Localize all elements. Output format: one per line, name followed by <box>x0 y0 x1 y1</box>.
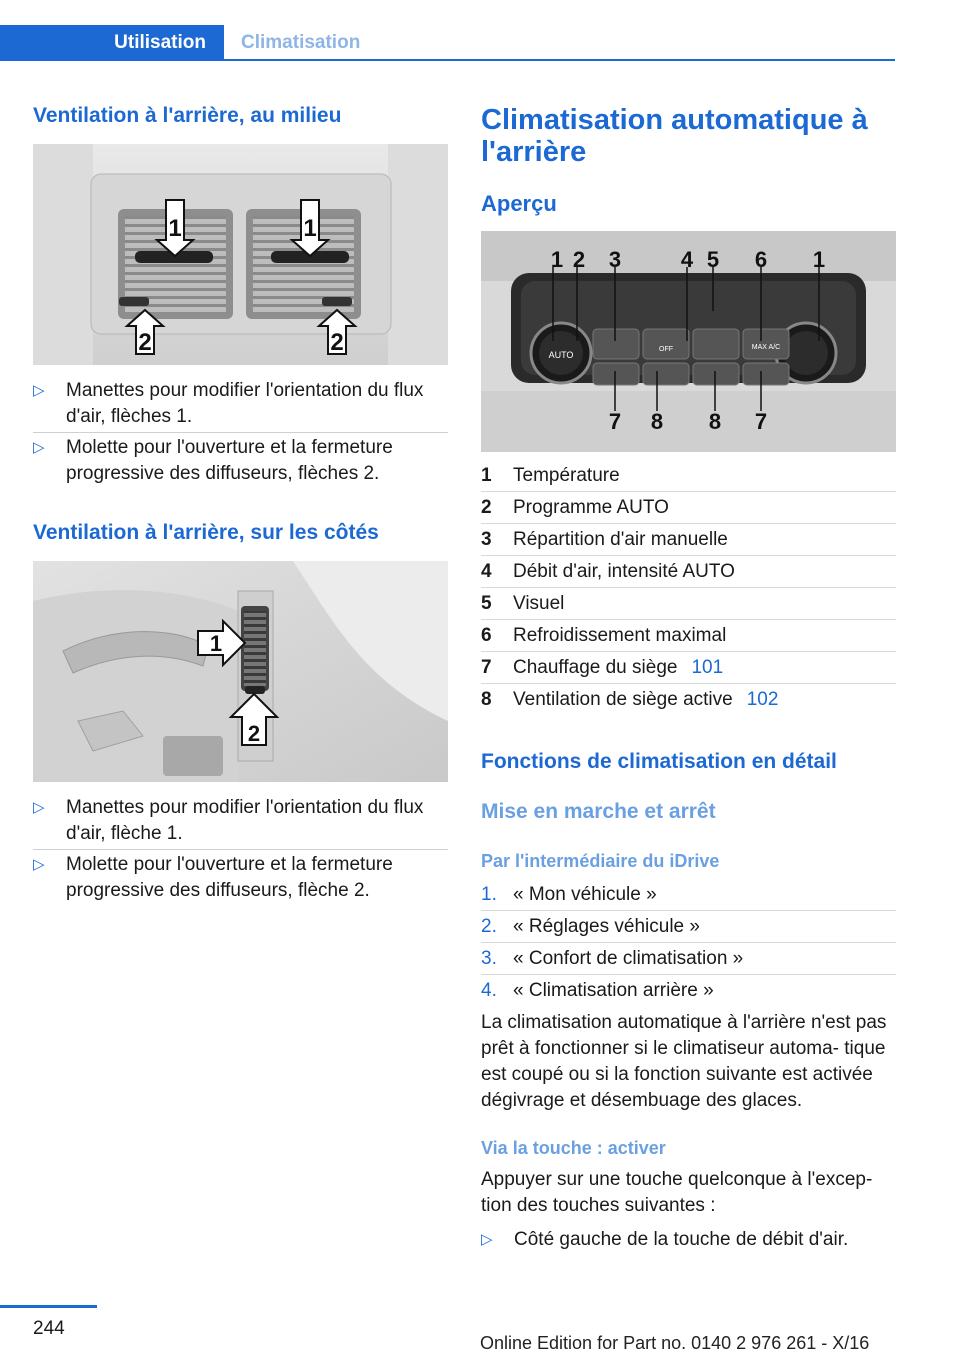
callout-label: 1 <box>303 215 317 242</box>
callout-label: 1 <box>812 247 826 272</box>
callout-label: 3 <box>608 247 622 272</box>
subtitle-overview: Aperçu <box>481 191 557 216</box>
divider <box>481 587 896 588</box>
list-item: ▷ Manettes pour modifier l'orientation du flux d'air, flèches 1. <box>33 380 424 427</box>
divider <box>481 555 896 556</box>
section-title-middle-vents: Ventilation à l'arrière, au milieu <box>33 104 342 127</box>
page-title: Climatisation automatique à l'arrière <box>481 104 868 168</box>
divider <box>481 942 896 943</box>
footer-rule <box>0 1305 97 1308</box>
callout-label: 4 <box>680 247 694 272</box>
divider <box>481 974 896 975</box>
photo-side-vents <box>33 561 448 782</box>
triangle-bullet-icon: ▷ <box>33 382 45 399</box>
callout-label: 2 <box>247 721 261 746</box>
divider <box>481 523 896 524</box>
callout-label: 1 <box>550 247 564 272</box>
tab-climatisation[interactable]: Climatisation <box>241 32 361 53</box>
triangle-bullet-icon: ▷ <box>33 439 45 456</box>
divider <box>481 651 896 652</box>
divider <box>481 683 896 684</box>
paragraph: La climatisation automatique à l'arrière n'est pas prêt à fonctionner si le climatiseur automa- tique est coupé ou si la fonction suivante est activée dégivrage et désembuage des glaces. <box>481 1012 887 1111</box>
callout-label: 2 <box>138 329 152 356</box>
callout-label: 2 <box>572 247 586 272</box>
divider <box>481 619 896 620</box>
photo-rear-climate-panel <box>481 231 896 452</box>
list-item: ▷ Côté gauche de la touche de débit d'air. <box>481 1227 896 1253</box>
callout-label: 7 <box>608 409 622 434</box>
callout-label: 1 <box>209 631 223 656</box>
callout-label: 1 <box>168 215 182 242</box>
paragraph: Appuyer sur une touche quelconque à l'excep- tion des touches suivantes : <box>481 1169 873 1216</box>
header-rule <box>224 59 895 61</box>
photo-middle-vents <box>33 144 448 365</box>
list-item: ▷ Molette pour l'ouverture et la fermeture progressive des diffuseurs, flèche 2. <box>33 854 393 901</box>
panel-button-label: AUTO <box>548 350 574 360</box>
callout-label: 2 <box>330 329 344 356</box>
section-title-via-button: Via la touche : activer <box>481 1138 666 1158</box>
page-reference-link[interactable]: 102 <box>746 689 779 710</box>
callout-label: 5 <box>706 247 720 272</box>
list-item: ▷ Manettes pour modifier l'orientation du flux d'air, flèche 1. <box>33 797 424 844</box>
page-reference-link[interactable]: 101 <box>691 657 724 678</box>
section-title-functions: Fonctions de climatisation en détail <box>481 750 837 773</box>
callout-label: 8 <box>708 409 722 434</box>
callout-label: 7 <box>754 409 768 434</box>
divider <box>33 849 448 850</box>
panel-button-label: OFF <box>659 346 673 353</box>
list-item: ▷ Molette pour l'ouverture et la fermeture progressive des diffuseurs, flèches 2. <box>33 437 393 484</box>
divider <box>33 432 448 433</box>
section-title-idrive: Par l'intermédiaire du iDrive <box>481 851 720 871</box>
divider <box>481 910 896 911</box>
section-title-onoff: Mise en marche et arrêt <box>481 800 716 823</box>
triangle-bullet-icon: ▷ <box>33 856 45 873</box>
header-tabbar <box>0 25 895 61</box>
triangle-bullet-icon: ▷ <box>33 799 45 816</box>
tab-utilisation[interactable]: Utilisation <box>0 25 224 61</box>
edition-note: Online Edition for Part no. 0140 2 976 261 - X/16 <box>480 1333 870 1353</box>
panel-button-label: MAX A/C <box>751 344 781 351</box>
page-number: 244 <box>33 1318 65 1339</box>
section-title-side-vents: Ventilation à l'arrière, sur les côtés <box>33 521 379 544</box>
callout-label: 8 <box>650 409 664 434</box>
callout-label: 6 <box>754 247 768 272</box>
triangle-bullet-icon: ▷ <box>481 1231 493 1248</box>
divider <box>481 491 896 492</box>
